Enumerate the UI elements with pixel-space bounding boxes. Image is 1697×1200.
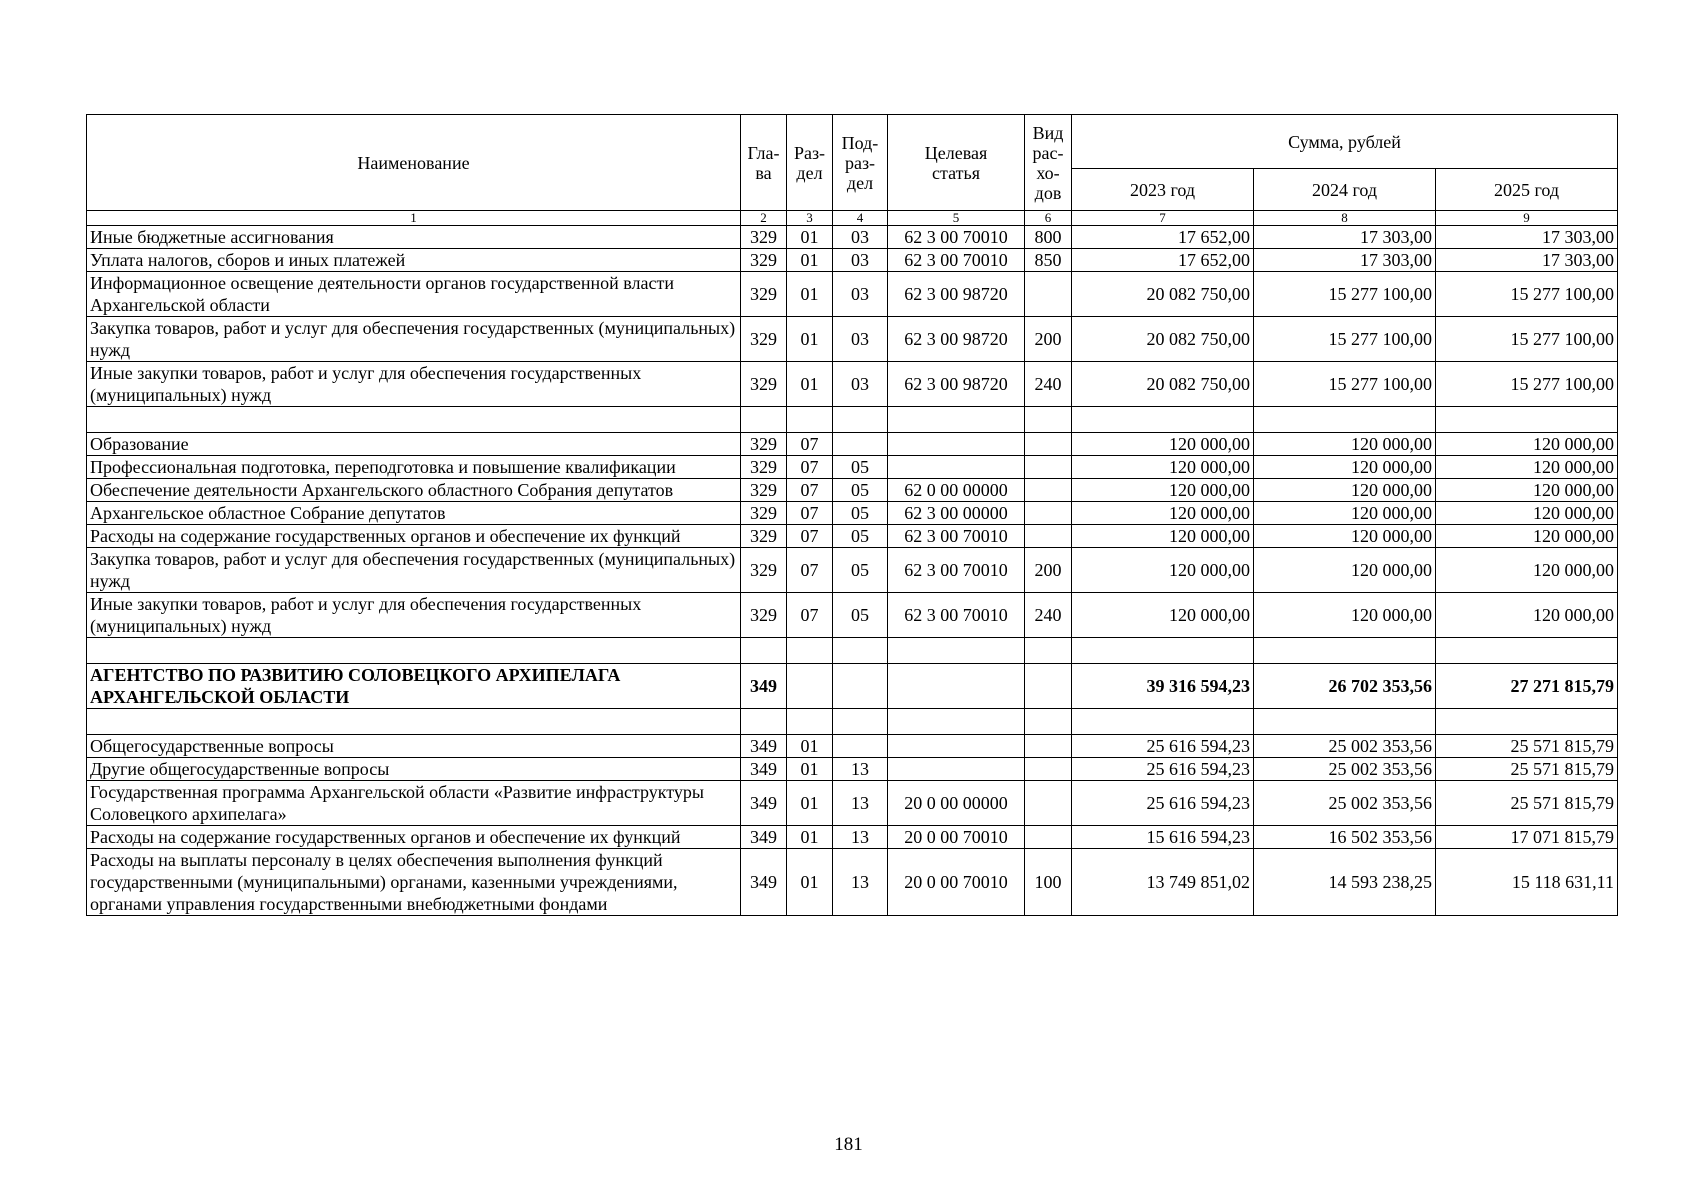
row-expense-type: 800	[1025, 226, 1072, 249]
row-expense-type	[1025, 502, 1072, 525]
row-sum-2024: 25 002 353,56	[1254, 735, 1436, 758]
row-sum-2024: 120 000,00	[1254, 593, 1436, 638]
table-row	[87, 272, 1618, 317]
row-expense-type	[1025, 456, 1072, 479]
row-sum-2024: 120 000,00	[1254, 433, 1436, 456]
row-name: Расходы на содержание государственных органов и обеспечение их функций	[87, 525, 741, 548]
row-chapter: 329	[741, 525, 787, 548]
row-expense-type	[1025, 735, 1072, 758]
row-chapter: 329	[741, 433, 787, 456]
table-row	[87, 849, 1618, 916]
header-chapter: Гла- ва	[741, 115, 787, 211]
row-target: 62 3 00 70010	[888, 593, 1025, 638]
row-sum-2023: 20 082 750,00	[1072, 362, 1254, 407]
row-chapter: 329	[741, 272, 787, 317]
row-section	[787, 664, 833, 709]
row-section: 07	[787, 502, 833, 525]
row-target: 62 3 00 98720	[888, 272, 1025, 317]
row-sum-2024: 25 002 353,56	[1254, 758, 1436, 781]
table-body	[87, 226, 1618, 916]
row-subsection: 05	[833, 593, 888, 638]
row-target: 20 0 00 70010	[888, 849, 1025, 916]
row-sum-2024: 25 002 353,56	[1254, 781, 1436, 826]
empty-cell	[787, 638, 833, 664]
row-name: Расходы на содержание государственных органов и обеспечение их функций	[87, 826, 741, 849]
row-section: 01	[787, 317, 833, 362]
spacer-row	[87, 709, 1618, 735]
row-target: 62 3 00 70010	[888, 548, 1025, 593]
row-sum-2024: 16 502 353,56	[1254, 826, 1436, 849]
row-sum-2024: 15 277 100,00	[1254, 272, 1436, 317]
row-expense-type: 850	[1025, 249, 1072, 272]
table-row	[87, 593, 1618, 638]
row-sum-2025: 120 000,00	[1436, 433, 1618, 456]
row-name: Закупка товаров, работ и услуг для обеспечения государственных (муниципальных) нужд	[87, 548, 741, 593]
row-sum-2024: 15 277 100,00	[1254, 317, 1436, 362]
empty-cell	[1072, 709, 1254, 735]
empty-cell	[87, 709, 741, 735]
row-expense-type	[1025, 272, 1072, 317]
row-name: Информационное освещение деятельности органов государственной власти Архангельской области	[87, 272, 741, 317]
row-subsection: 03	[833, 249, 888, 272]
row-section: 01	[787, 826, 833, 849]
header-subsection: Под- раз- дел	[833, 115, 888, 211]
empty-cell	[1254, 709, 1436, 735]
column-number: 1	[87, 211, 741, 226]
row-chapter: 349	[741, 781, 787, 826]
row-expense-type: 240	[1025, 593, 1072, 638]
row-subsection: 03	[833, 362, 888, 407]
row-target	[888, 456, 1025, 479]
row-name: Иные бюджетные ассигнования	[87, 226, 741, 249]
table-row	[87, 226, 1618, 249]
row-target	[888, 735, 1025, 758]
row-name: Государственная программа Архангельской области «Развитие инфраструктуры Соловецкого архипелага»	[87, 781, 741, 826]
row-chapter: 329	[741, 479, 787, 502]
row-sum-2023: 39 316 594,23	[1072, 664, 1254, 709]
empty-cell	[1025, 638, 1072, 664]
row-target: 62 3 00 70010	[888, 525, 1025, 548]
header-target: Целевая статья	[888, 115, 1025, 211]
row-section: 01	[787, 362, 833, 407]
table-row	[87, 362, 1618, 407]
row-sum-2024: 120 000,00	[1254, 502, 1436, 525]
table-row	[87, 781, 1618, 826]
empty-cell	[888, 638, 1025, 664]
row-sum-2023: 120 000,00	[1072, 502, 1254, 525]
row-name: Иные закупки товаров, работ и услуг для обеспечения государственных (муниципальных) нужд	[87, 362, 741, 407]
row-sum-2023: 20 082 750,00	[1072, 272, 1254, 317]
row-sum-2024: 120 000,00	[1254, 479, 1436, 502]
empty-cell	[888, 709, 1025, 735]
row-sum-2025: 25 571 815,79	[1436, 758, 1618, 781]
row-subsection: 05	[833, 548, 888, 593]
column-number: 4	[833, 211, 888, 226]
budget-table	[86, 114, 1618, 916]
column-number: 7	[1072, 211, 1254, 226]
empty-cell	[1436, 638, 1618, 664]
row-target	[888, 664, 1025, 709]
row-subsection: 13	[833, 849, 888, 916]
row-chapter: 349	[741, 849, 787, 916]
row-name: Уплата налогов, сборов и иных платежей	[87, 249, 741, 272]
row-expense-type	[1025, 525, 1072, 548]
row-sum-2023: 120 000,00	[1072, 433, 1254, 456]
row-sum-2025: 25 571 815,79	[1436, 735, 1618, 758]
row-sum-2025: 17 303,00	[1436, 226, 1618, 249]
row-chapter: 349	[741, 758, 787, 781]
row-sum-2023: 13 749 851,02	[1072, 849, 1254, 916]
row-chapter: 329	[741, 456, 787, 479]
table-row	[87, 758, 1618, 781]
row-name: Иные закупки товаров, работ и услуг для обеспечения государственных (муниципальных) нужд	[87, 593, 741, 638]
row-name: Архангельское областное Собрание депутатов	[87, 502, 741, 525]
row-subsection: 05	[833, 456, 888, 479]
row-sum-2024: 120 000,00	[1254, 525, 1436, 548]
row-sum-2023: 25 616 594,23	[1072, 735, 1254, 758]
row-name: Профессиональная подготовка, переподготовка и повышение квалификации	[87, 456, 741, 479]
table-row	[87, 664, 1618, 709]
row-sum-2025: 15 277 100,00	[1436, 272, 1618, 317]
column-number: 8	[1254, 211, 1436, 226]
row-name: Закупка товаров, работ и услуг для обеспечения государственных (муниципальных) нужд	[87, 317, 741, 362]
row-sum-2025: 15 277 100,00	[1436, 317, 1618, 362]
row-section: 01	[787, 849, 833, 916]
row-target: 62 3 00 70010	[888, 226, 1025, 249]
header-section: Раз- дел	[787, 115, 833, 211]
row-sum-2023: 25 616 594,23	[1072, 758, 1254, 781]
row-target	[888, 433, 1025, 456]
row-sum-2025: 120 000,00	[1436, 593, 1618, 638]
row-section: 07	[787, 479, 833, 502]
row-subsection	[833, 735, 888, 758]
empty-cell	[1436, 407, 1618, 433]
row-section: 07	[787, 525, 833, 548]
row-sum-2024: 120 000,00	[1254, 548, 1436, 593]
empty-cell	[741, 709, 787, 735]
row-section: 01	[787, 758, 833, 781]
row-name: Обеспечение деятельности Архангельского областного Собрания депутатов	[87, 479, 741, 502]
row-chapter: 329	[741, 362, 787, 407]
row-sum-2023: 120 000,00	[1072, 525, 1254, 548]
row-section: 07	[787, 548, 833, 593]
row-name: Другие общегосударственные вопросы	[87, 758, 741, 781]
row-expense-type	[1025, 781, 1072, 826]
row-chapter: 329	[741, 226, 787, 249]
row-name: Расходы на выплаты персоналу в целях обеспечения выполнения функций государственными (муниципальными) органами, казенными учреждениями, органами управления государственными внебюджетными фондами	[87, 849, 741, 916]
row-sum-2025: 15 277 100,00	[1436, 362, 1618, 407]
row-sum-2025: 17 303,00	[1436, 249, 1618, 272]
header-expense-type: Вид рас- хо- дов	[1025, 115, 1072, 211]
row-subsection: 03	[833, 272, 888, 317]
row-sum-2025: 120 000,00	[1436, 548, 1618, 593]
row-sum-2023: 120 000,00	[1072, 593, 1254, 638]
column-number: 3	[787, 211, 833, 226]
row-expense-type: 200	[1025, 548, 1072, 593]
row-target: 62 0 00 00000	[888, 479, 1025, 502]
row-sum-2023: 120 000,00	[1072, 456, 1254, 479]
row-expense-type	[1025, 826, 1072, 849]
row-section: 01	[787, 272, 833, 317]
table-row	[87, 249, 1618, 272]
empty-cell	[1025, 709, 1072, 735]
row-sum-2025: 120 000,00	[1436, 456, 1618, 479]
table-row	[87, 317, 1618, 362]
row-section: 07	[787, 456, 833, 479]
row-expense-type	[1025, 433, 1072, 456]
empty-cell	[741, 407, 787, 433]
row-sum-2023: 15 616 594,23	[1072, 826, 1254, 849]
row-sum-2023: 17 652,00	[1072, 249, 1254, 272]
table-row	[87, 433, 1618, 456]
table-row	[87, 525, 1618, 548]
empty-cell	[1436, 709, 1618, 735]
row-section: 01	[787, 735, 833, 758]
row-expense-type	[1025, 758, 1072, 781]
row-sum-2025: 17 071 815,79	[1436, 826, 1618, 849]
row-chapter: 329	[741, 548, 787, 593]
column-number: 6	[1025, 211, 1072, 226]
row-section: 01	[787, 249, 833, 272]
row-sum-2025: 120 000,00	[1436, 479, 1618, 502]
row-sum-2024: 17 303,00	[1254, 226, 1436, 249]
row-chapter: 329	[741, 317, 787, 362]
table-row	[87, 826, 1618, 849]
row-target: 62 3 00 98720	[888, 362, 1025, 407]
header-sum: Сумма, рублей	[1072, 115, 1618, 169]
row-sum-2025: 25 571 815,79	[1436, 781, 1618, 826]
header-year-2023: 2023 год	[1072, 169, 1254, 211]
table-row	[87, 479, 1618, 502]
empty-cell	[87, 407, 741, 433]
table-row	[87, 548, 1618, 593]
header-year-2025: 2025 год	[1436, 169, 1618, 211]
row-sum-2024: 14 593 238,25	[1254, 849, 1436, 916]
column-number: 5	[888, 211, 1025, 226]
empty-cell	[1254, 407, 1436, 433]
column-number: 9	[1436, 211, 1618, 226]
row-chapter: 349	[741, 735, 787, 758]
row-chapter: 349	[741, 826, 787, 849]
row-name: Общегосударственные вопросы	[87, 735, 741, 758]
empty-cell	[1072, 638, 1254, 664]
row-chapter: 329	[741, 502, 787, 525]
column-number-row	[87, 211, 1618, 226]
table-header	[87, 115, 1618, 226]
column-number: 2	[741, 211, 787, 226]
row-target: 62 3 00 98720	[888, 317, 1025, 362]
row-sum-2023: 20 082 750,00	[1072, 317, 1254, 362]
row-expense-type: 100	[1025, 849, 1072, 916]
row-sum-2025: 120 000,00	[1436, 502, 1618, 525]
row-expense-type	[1025, 664, 1072, 709]
row-target: 20 0 00 70010	[888, 826, 1025, 849]
row-sum-2023: 25 616 594,23	[1072, 781, 1254, 826]
row-sum-2024: 120 000,00	[1254, 456, 1436, 479]
row-sum-2024: 15 277 100,00	[1254, 362, 1436, 407]
empty-cell	[888, 407, 1025, 433]
row-sum-2025: 120 000,00	[1436, 525, 1618, 548]
row-chapter: 329	[741, 249, 787, 272]
header-year-2024: 2024 год	[1254, 169, 1436, 211]
empty-cell	[833, 709, 888, 735]
spacer-row	[87, 638, 1618, 664]
row-subsection: 13	[833, 781, 888, 826]
row-sum-2024: 17 303,00	[1254, 249, 1436, 272]
empty-cell	[87, 638, 741, 664]
empty-cell	[1254, 638, 1436, 664]
row-sum-2025: 15 118 631,11	[1436, 849, 1618, 916]
row-subsection: 05	[833, 502, 888, 525]
row-subsection: 05	[833, 479, 888, 502]
row-target: 20 0 00 00000	[888, 781, 1025, 826]
empty-cell	[787, 407, 833, 433]
row-sum-2025: 27 271 815,79	[1436, 664, 1618, 709]
row-subsection: 05	[833, 525, 888, 548]
table-row	[87, 735, 1618, 758]
row-target: 62 3 00 70010	[888, 249, 1025, 272]
empty-cell	[741, 638, 787, 664]
empty-cell	[1072, 407, 1254, 433]
empty-cell	[787, 709, 833, 735]
row-name: Образование	[87, 433, 741, 456]
empty-cell	[1025, 407, 1072, 433]
row-sum-2023: 120 000,00	[1072, 479, 1254, 502]
row-expense-type: 240	[1025, 362, 1072, 407]
row-subsection: 03	[833, 317, 888, 362]
row-target	[888, 758, 1025, 781]
row-target: 62 3 00 00000	[888, 502, 1025, 525]
table-row	[87, 502, 1618, 525]
row-section: 01	[787, 226, 833, 249]
table-row	[87, 456, 1618, 479]
row-sum-2023: 120 000,00	[1072, 548, 1254, 593]
spacer-row	[87, 407, 1618, 433]
row-subsection	[833, 433, 888, 456]
row-subsection: 13	[833, 758, 888, 781]
page-number: 181	[834, 1134, 863, 1155]
row-section: 07	[787, 433, 833, 456]
row-expense-type	[1025, 479, 1072, 502]
empty-cell	[833, 407, 888, 433]
empty-cell	[833, 638, 888, 664]
row-subsection: 13	[833, 826, 888, 849]
header-name: Наименование	[87, 115, 741, 211]
row-sum-2023: 17 652,00	[1072, 226, 1254, 249]
row-section: 07	[787, 593, 833, 638]
row-chapter: 329	[741, 593, 787, 638]
row-name: АГЕНТСТВО ПО РАЗВИТИЮ СОЛОВЕЦКОГО АРХИПЕЛАГА АРХАНГЕЛЬСКОЙ ОБЛАСТИ	[87, 664, 741, 709]
row-expense-type: 200	[1025, 317, 1072, 362]
row-subsection	[833, 664, 888, 709]
row-section: 01	[787, 781, 833, 826]
row-chapter: 349	[741, 664, 787, 709]
row-sum-2024: 26 702 353,56	[1254, 664, 1436, 709]
row-subsection: 03	[833, 226, 888, 249]
